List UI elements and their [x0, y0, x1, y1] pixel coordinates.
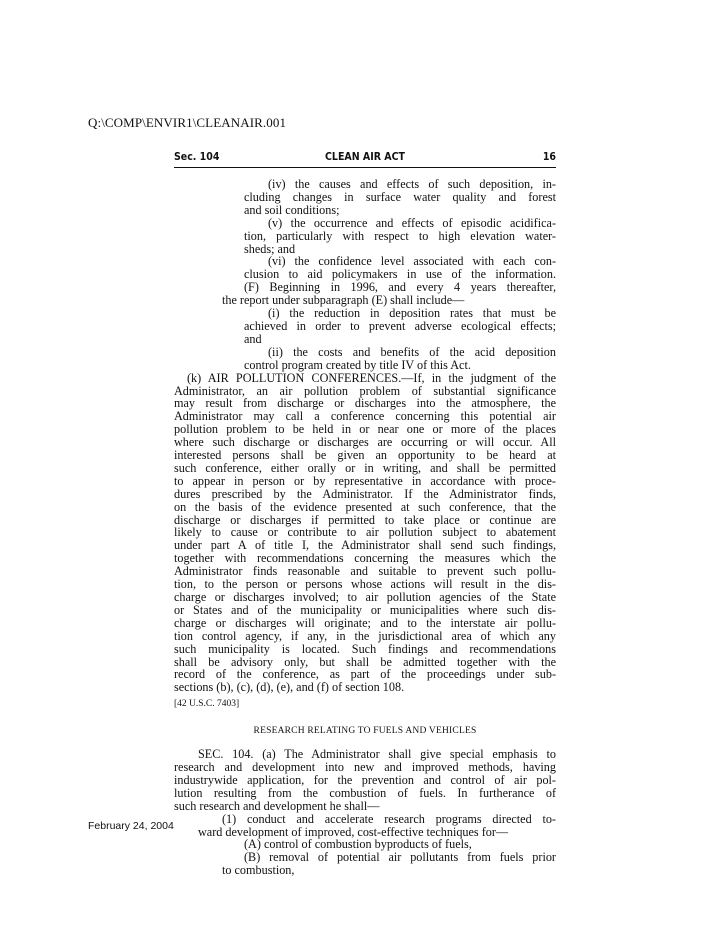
document-page — [174, 151, 556, 877]
text-line: such research and development he shall— — [174, 798, 380, 813]
text-line: record of the conference, as part of the proceedings under sub- — [174, 667, 556, 682]
section-heading: RESEARCH RELATING TO FUELS AND VEHICLES — [253, 726, 477, 737]
text-line: may result from discharge or discharges into the atmosphere, the — [174, 396, 556, 411]
text-line: discharge or discharges if permitted to take place or continue are — [174, 512, 556, 527]
footer-date: February 24, 2004 — [88, 820, 174, 832]
text-line: dures prescribed by the Administrator. If the Administrator finds, — [174, 486, 556, 501]
act-title: CLEAN AIR ACT — [325, 151, 405, 163]
running-head — [174, 151, 556, 168]
text-line: sheds; and — [244, 241, 296, 256]
text-line: ward development of improved, cost-effective techniques for— — [198, 824, 509, 839]
subsection-k-heading: (k) AIR POLLUTION CONFERENCES.—If, in the judgment of the — [187, 370, 556, 385]
text-line: charge or discharges will originate; and to the interstate air pollu- — [174, 615, 556, 630]
text-line: tion, to the person or persons whose actions will result in the dis- — [174, 577, 556, 592]
text-line: such conference, either orally or in writing, and shall be permitted — [174, 460, 556, 475]
text-line: under part A of title I, the Administrator shall send such findings, — [174, 538, 556, 553]
text-line: industrywide application, for the prevention and control of air pol- — [174, 772, 556, 787]
text-line: tion, particularly with respect to high elevation water- — [244, 228, 556, 243]
text-line: (v) the occurrence and effects of episodic acidifica- — [268, 215, 556, 230]
text-line: the report under subparagraph (E) shall include— — [222, 293, 465, 308]
file-path: Q:\COMP\ENVIR1\CLEANAIR.001 — [88, 115, 287, 130]
text-line: tion control agency, if any, in the jurisdictional area of which any — [174, 628, 556, 643]
section-label: Sec. 104 — [174, 151, 220, 163]
text-line: (A) control of combustion byproducts of fuels, — [244, 837, 472, 852]
text-line: and — [244, 331, 262, 346]
text-line: (1) conduct and accelerate research programs directed to- — [222, 811, 556, 826]
section-104-opening: SEC. 104. (a) The Administrator shall give special emphasis to — [198, 747, 556, 762]
text-line: charge or discharges involved; to air pollution agencies of the State — [174, 590, 556, 604]
text-line: and soil conditions; — [244, 202, 340, 217]
text-line: Administrator may call a conference concerning this potential air — [174, 409, 556, 424]
page-number: 16 — [542, 151, 556, 163]
text-line: (vi) the confidence level associated with each con- — [268, 254, 556, 269]
text-line: together with recommendations concerning the measures which the — [174, 551, 556, 566]
text-line: to appear in person or by representative in accordance with proce- — [174, 473, 556, 488]
text-line: research and development into new and improved methods, having — [174, 759, 556, 774]
text-line: on the basis of the evidence presented at such conference, that the — [174, 499, 556, 514]
text-line: interested persons shall be given an opportunity to be heard at — [174, 448, 556, 463]
text-line: (i) the reduction in deposition rates that must be — [268, 306, 556, 321]
text-line: (B) removal of potential air pollutants from fuels prior — [244, 850, 556, 865]
text-line: such municipality is located. Such findings and recommendations — [174, 641, 556, 656]
text-line: (ii) the costs and benefits of the acid deposition — [268, 344, 556, 359]
statute-text — [174, 178, 556, 877]
text-line: (iv) the causes and effects of such deposition, in- — [268, 177, 556, 191]
text-line: pollution problem to be held in or near one or more of the places — [174, 422, 556, 437]
usc-citation: [42 U.S.C. 7403] — [174, 699, 240, 710]
text-line: Administrator, an air pollution problem of substantial significance — [174, 383, 556, 398]
text-line: where such discharge or discharges are occurring or will occur. All — [174, 435, 556, 450]
text-line: likely to cause or contribute to air pollution subject to abatement — [174, 525, 556, 540]
text-line: (F) Beginning in 1996, and every 4 years thereafter, — [244, 280, 556, 295]
text-line: lution resulting from the combustion of fuels. In furtherance of — [174, 785, 556, 800]
text-line: to combustion, — [222, 863, 295, 878]
text-line: cluding changes in surface water quality and forest — [244, 189, 556, 204]
text-line: clusion to aid policymakers in use of the information. — [244, 267, 556, 282]
text-line: or States and of the municipality or municipalities where such dis- — [174, 602, 556, 617]
text-line: control program created by title IV of this Act. — [244, 357, 471, 372]
text-line: achieved in order to prevent adverse ecological effects; — [244, 318, 556, 333]
text-line: Administrator finds reasonable and suitable to prevent such pollu- — [174, 564, 556, 579]
text-line: sections (b), (c), (d), (e), and (f) of section 108. — [174, 680, 405, 695]
text-line: shall be advisory only, but shall be admitted together with the — [174, 654, 556, 669]
